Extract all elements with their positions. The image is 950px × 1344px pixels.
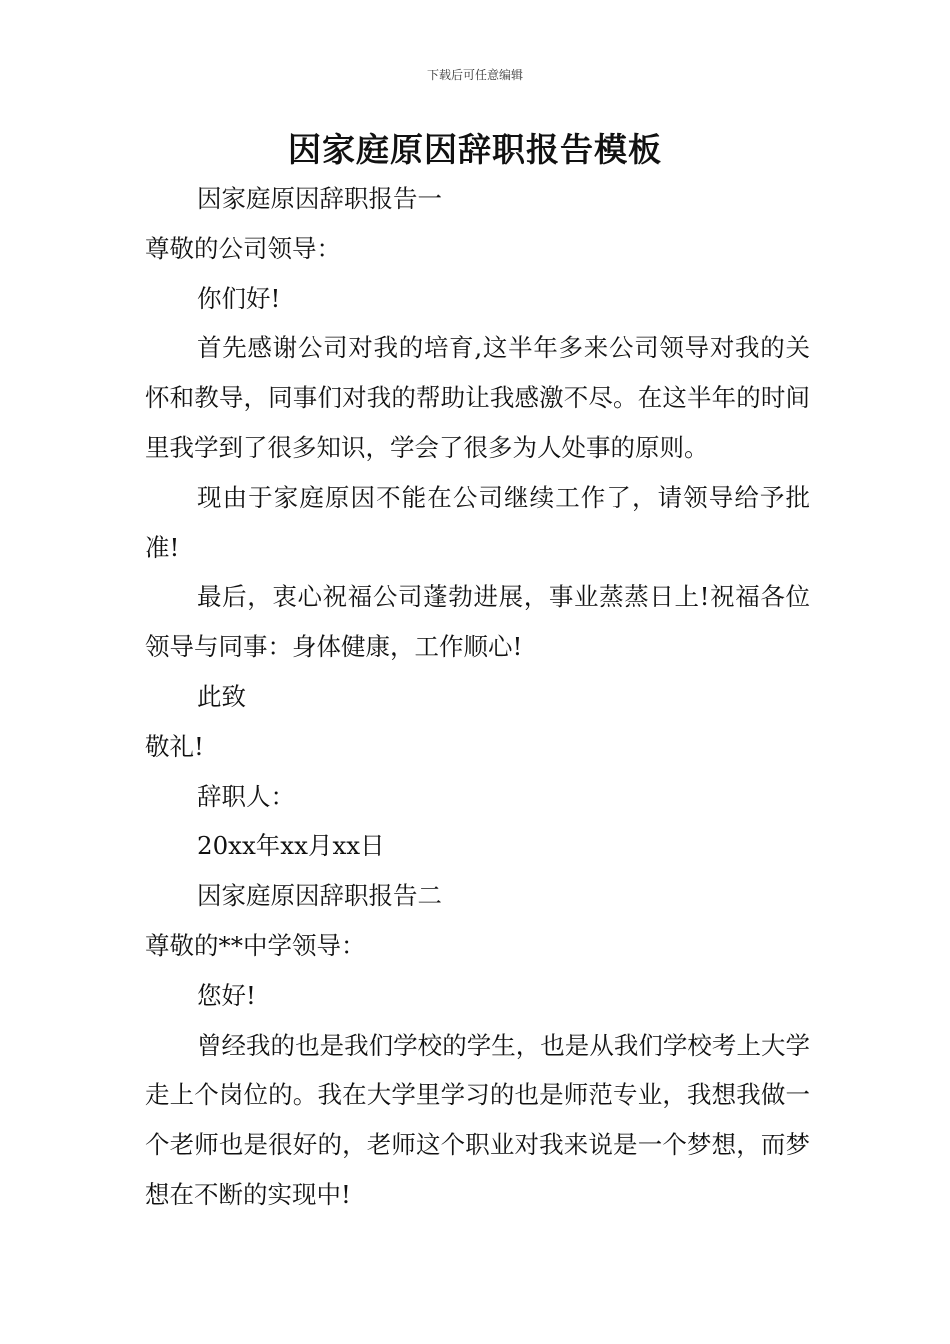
paragraph-thanks: 首先感谢公司对我的培育,这半年多来公司领导对我的关怀和教导，同事们对我的帮助让我感激不尽。在这半年的时间里我学到了很多知识，学会了很多为人处事的原则。 (145, 333, 810, 462)
paragraph-closing: 此致 (197, 681, 246, 711)
paragraph-greeting-1: 你们好! (197, 283, 281, 313)
paragraph-report1-heading: 因家庭原因辞职报告一 (197, 184, 442, 213)
paragraph-signer: 辞职人： (197, 781, 295, 811)
header-note: 下载后可任意编辑 (426, 68, 523, 82)
paragraph-salutation-1: 尊敬的公司领导： (145, 233, 341, 263)
paragraph-reason: 现由于家庭原因不能在公司继续工作了，请领导给予批准! (145, 482, 810, 562)
paragraph-regards: 敬礼! (145, 731, 204, 761)
paragraph-wishes: 最后，衷心祝福公司蓬勃进展，事业蒸蒸日上!祝福各位领导与同事：身体健康，工作顺心! (145, 582, 810, 662)
paragraph-greeting-2: 您好! (197, 980, 256, 1010)
paragraph-date: 20xx年xx月xx日 (197, 831, 385, 861)
document-title: 因家庭原因辞职报告模板 (288, 130, 662, 169)
paragraph-report2-heading: 因家庭原因辞职报告二 (197, 881, 442, 911)
document-body (145, 174, 810, 1220)
paragraph-salutation-2: 尊敬的**中学领导： (145, 930, 366, 960)
paragraph-dream: 曾经我的也是我们学校的学生，也是从我们学校考上大学走上个岗位的。我在大学里学习的也是师范专业，我想我做一个老师也是很好的，老师这个职业对我来说是一个梦想，而梦想在不断的实现中! (145, 1030, 810, 1209)
